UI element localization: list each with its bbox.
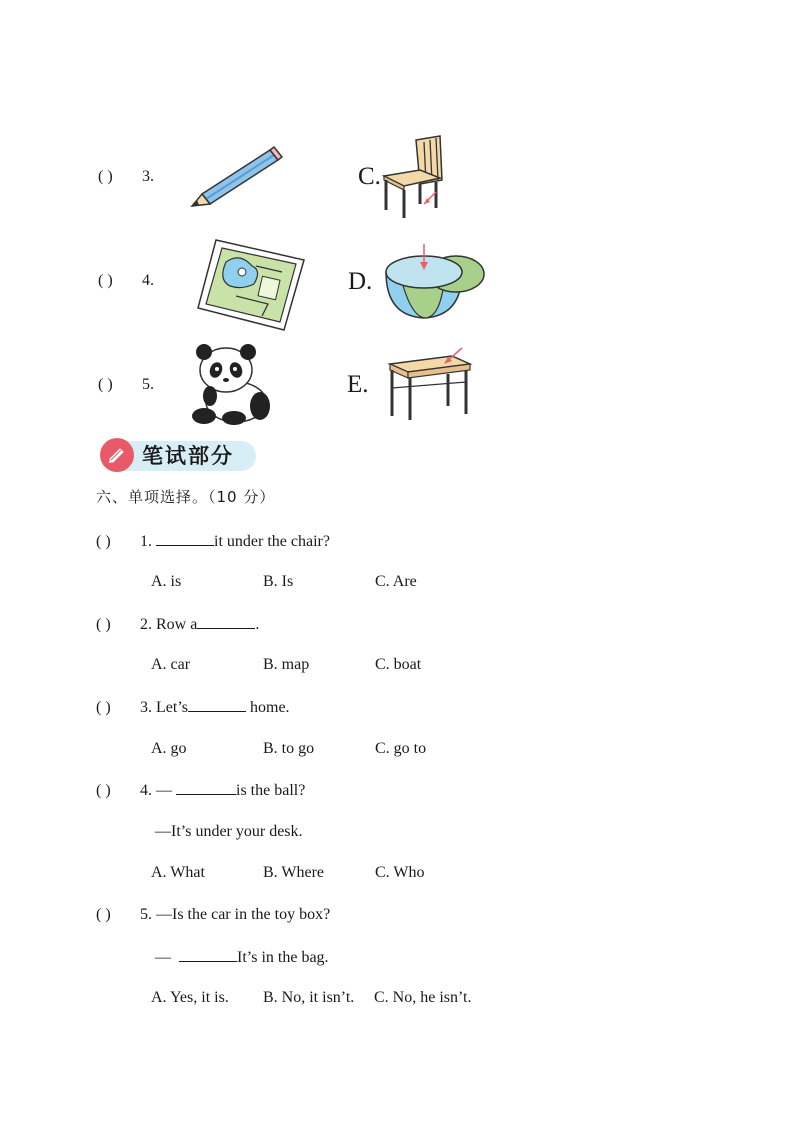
question-number: 5. xyxy=(142,376,154,393)
section-title: 笔试部分 xyxy=(142,444,234,468)
q5-answer-line xyxy=(155,947,329,968)
answer-blank[interactable] xyxy=(197,614,255,629)
q1-option-a: A. is xyxy=(151,573,182,590)
answer-blank[interactable] xyxy=(179,947,237,962)
answer-paren[interactable]: ( ) xyxy=(96,782,111,799)
answer-paren[interactable]: ( ) xyxy=(98,376,113,393)
pencil-picture xyxy=(188,144,284,208)
q4-answer-line: —It’s under your desk. xyxy=(155,823,303,840)
answer-blank[interactable] xyxy=(176,780,236,795)
desk-picture xyxy=(386,344,474,422)
match-row-3-number xyxy=(98,167,154,187)
panda-picture xyxy=(190,340,272,426)
question-number: 4. xyxy=(142,272,154,289)
answer-dash: — xyxy=(155,949,175,966)
answer-paren[interactable]: ( ) xyxy=(96,699,111,716)
option-letter-d: D. xyxy=(348,268,373,295)
question-text: . xyxy=(255,616,260,633)
question-text: it under the chair? xyxy=(214,533,330,550)
question-text: is the ball? xyxy=(236,782,306,799)
question-4 xyxy=(96,780,305,801)
question-text: 1. xyxy=(140,533,156,550)
question-5 xyxy=(96,905,330,925)
q2-option-c: C. boat xyxy=(375,656,422,673)
q2-option-b: B. map xyxy=(263,656,310,673)
question-number: 3. xyxy=(142,168,154,185)
answer-text: It’s in the bag. xyxy=(237,949,329,966)
q4-option-a: A. What xyxy=(151,864,205,881)
answer-paren[interactable]: ( ) xyxy=(96,616,111,633)
question-text: home. xyxy=(246,699,290,716)
q1-option-c: C. Are xyxy=(375,573,417,590)
question-text: 5. —Is the car in the toy box? xyxy=(140,906,331,923)
question-text: 3. Let’s xyxy=(140,699,188,716)
q5-option-a: A. Yes, it is. xyxy=(151,989,229,1006)
answer-blank[interactable] xyxy=(188,697,246,712)
q1-option-b: B. Is xyxy=(263,573,294,590)
q3-option-b: B. to go xyxy=(263,740,315,757)
chair-picture xyxy=(380,134,446,220)
q4-option-c: C. Who xyxy=(375,864,425,881)
q3-option-a: A. go xyxy=(151,740,187,757)
section-heading: 六、单项选择。（10 分） xyxy=(96,488,276,506)
boat-picture xyxy=(382,240,488,324)
answer-paren[interactable]: ( ) xyxy=(98,272,113,289)
answer-paren[interactable]: ( ) xyxy=(98,168,113,185)
map-picture xyxy=(196,236,306,332)
q2-option-a: A. car xyxy=(151,656,191,673)
question-2 xyxy=(96,614,259,635)
q3-option-c: C. go to xyxy=(375,740,427,757)
answer-paren[interactable]: ( ) xyxy=(96,533,111,550)
option-letter-c: C. xyxy=(358,163,381,190)
answer-paren[interactable]: ( ) xyxy=(96,906,111,923)
q5-option-b: B. No, it isn’t. xyxy=(263,989,355,1006)
section-badge xyxy=(100,438,258,474)
answer-blank[interactable] xyxy=(156,531,214,546)
question-1 xyxy=(96,531,330,552)
q5-option-c: C. No, he isn’t. xyxy=(374,989,472,1006)
option-letter-e: E. xyxy=(347,371,369,398)
match-row-5-number xyxy=(98,375,154,395)
question-text: 2. Row a xyxy=(140,616,198,633)
question-text: 4. — xyxy=(140,782,176,799)
match-row-4-number xyxy=(98,271,154,291)
question-3 xyxy=(96,697,290,718)
pencil-icon xyxy=(107,445,127,465)
q4-option-b: B. Where xyxy=(263,864,325,881)
